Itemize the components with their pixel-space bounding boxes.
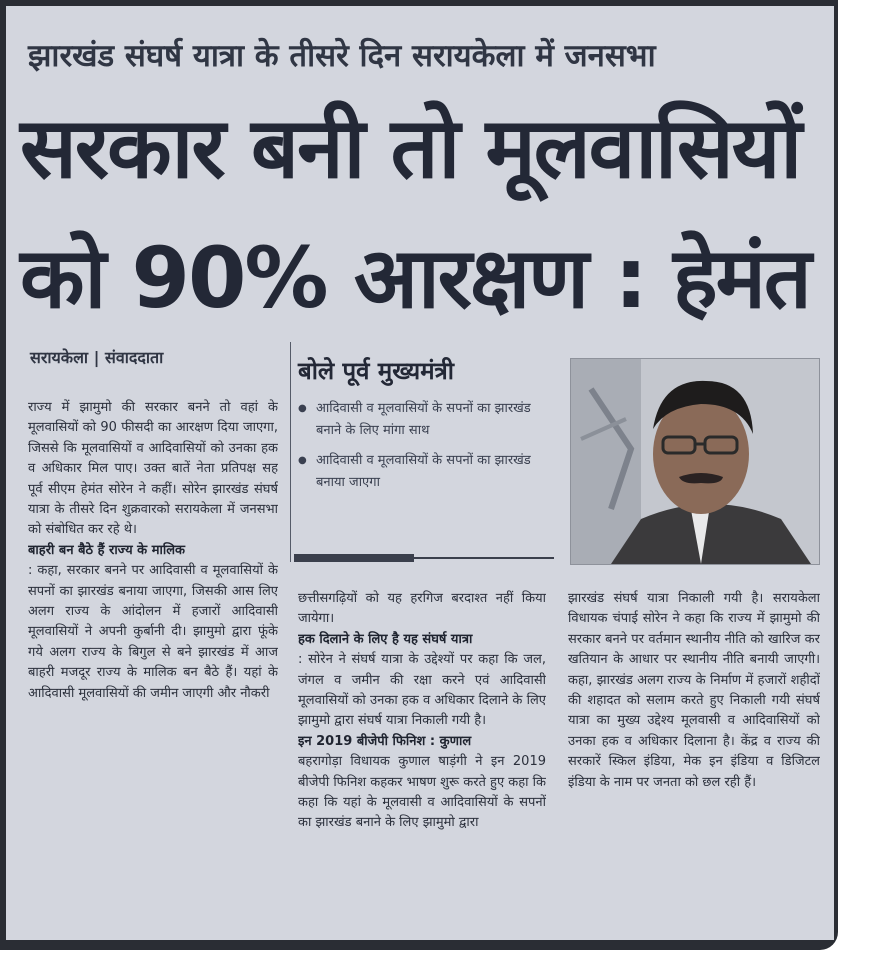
column-2-subhead-1: हक दिलाने के लिए है यह संघर्ष यात्रा xyxy=(298,631,473,647)
sidebar-bullet-list xyxy=(298,398,546,502)
sidebar-title: बोले पूर्व मुख्यमंत्री xyxy=(298,357,455,385)
column-2-paragraph-2: : सोरेन ने संघर्ष यात्रा के उद्देश्यों पर कहा कि जल, जंगल व जमीन की रक्षा करने एवं आदिवासी मूलवासियों को उनका हक व अधिकार दिलाने के लिए झामुमो द्वारा संघर्ष यात्रा निकाली गयी है। xyxy=(298,652,546,729)
column-divider xyxy=(290,342,291,562)
byline: सरायकेला | संवाददाता xyxy=(30,348,164,367)
article-column-1 xyxy=(28,398,278,938)
column-1-paragraph-2: : कहा, सरकार बनने पर आदिवासी व मूलवासियों के सपनों का झारखंड बनाया जाएगा, जिसकी आस लिए अलग राज्य के आंदोलन में हजारों आदिवासी मूलवासियों ने अपनी कुर्बानी दी। झामुमो द्वारा फूंके गये अलग राज्य के बिगुल से बने झारखंड में आज बाहरी मजदूर राज्य के मालिक बन बैठे हैं। यहां के आदिवासी मूलवासियों की जमीन जाएगी और नौकरी xyxy=(28,563,278,701)
sidebar-bullet: ● आदिवासी व मूलवासियों के सपनों का झारखंड बनाने के लिए मांगा साथ xyxy=(298,398,546,442)
column-2-paragraph-1: छत्तीसगढ़ियों को यह हरगिज बरदाश्त नहीं किया जायेगा। xyxy=(298,591,546,627)
headline-line-1: सरकार बनी तो मूलवासियों xyxy=(20,99,801,197)
article-column-3 xyxy=(568,589,820,938)
portrait-illustration xyxy=(571,359,819,564)
headline-line-2: को 90% आरक्षण : हेमंत xyxy=(20,229,810,327)
column-2-subhead-2: इन 2019 बीजेपी फिनिश : कुणाल xyxy=(298,733,472,749)
column-1-paragraph-1: राज्य में झामुमो की सरकार बनने तो वहां के मूलवासियों को 90 फीसदी का आरक्षण दिया जाएगा, जिससे कि मूलवासियों व आदिवासियों को उनका हक व अधिकार मिल पाए। उक्त बातें नेता प्रतिपक्ष सह पूर्व सीएम हेमंत सोरेन ने कहीं। सोरेन झारखंड संघर्ष यात्रा के तीसरे दिन शुक्रवारको सरायकेला में जनसभा को संबोधित कर रहे थे। xyxy=(28,400,278,538)
article-column-2 xyxy=(298,589,546,938)
column-1-subhead: बाहरी बन बैठे हैं राज्य के मालिक xyxy=(28,542,185,558)
column-3-paragraph-1: झारखंड संघर्ष यात्रा निकाली गयी है। सरायकेला विधायक चंपाई सोरेन ने कहा कि राज्य में झामुमो की सरकार बनने पर वर्तमान स्थानीय नीति को खारिज कर खतियान के आधार पर स्थानीय नीति बनायी जाएगी। कहा, झारखंड अलग राज्य के निर्माण में हजारों शहीदों की शहादत को सलाम करते हुए निकाली गयी संघर्ष यात्रा का मुख्य उद्देश्य मूलवासी व आदिवासियों को उनका हक व अधिकार दिलाना है। केंद्र व राज्य की सरकारें स्किल इंडिया, मेक इन इंडिया व डिजिटल इंडिया के नाम पर जनता को छल रही हैं। xyxy=(568,591,820,790)
column-2-paragraph-3: बहरागोड़ा विधायक कुणाल षाड़ंगी ने इन 2019 बीजेपी फिनिश कहकर भाषण शुरू करते हुए कहा कि कहा कि यहां के मूलवासी व आदिवासियों के सपनों का झारखंड बनाने के लिए झामुमो द्वारा xyxy=(298,754,546,831)
section-rule xyxy=(294,554,414,562)
sidebar-bullet: ● आदिवासी व मूलवासियों के सपनों का झारखंड बनाया जाएगा xyxy=(298,450,546,494)
section-rule-thin xyxy=(414,557,554,559)
portrait-photo xyxy=(570,358,820,565)
newspaper-clipping xyxy=(6,6,834,940)
kicker-headline: झारखंड संघर्ष यात्रा के तीसरे दिन सरायकेला में जनसभा xyxy=(28,38,656,74)
